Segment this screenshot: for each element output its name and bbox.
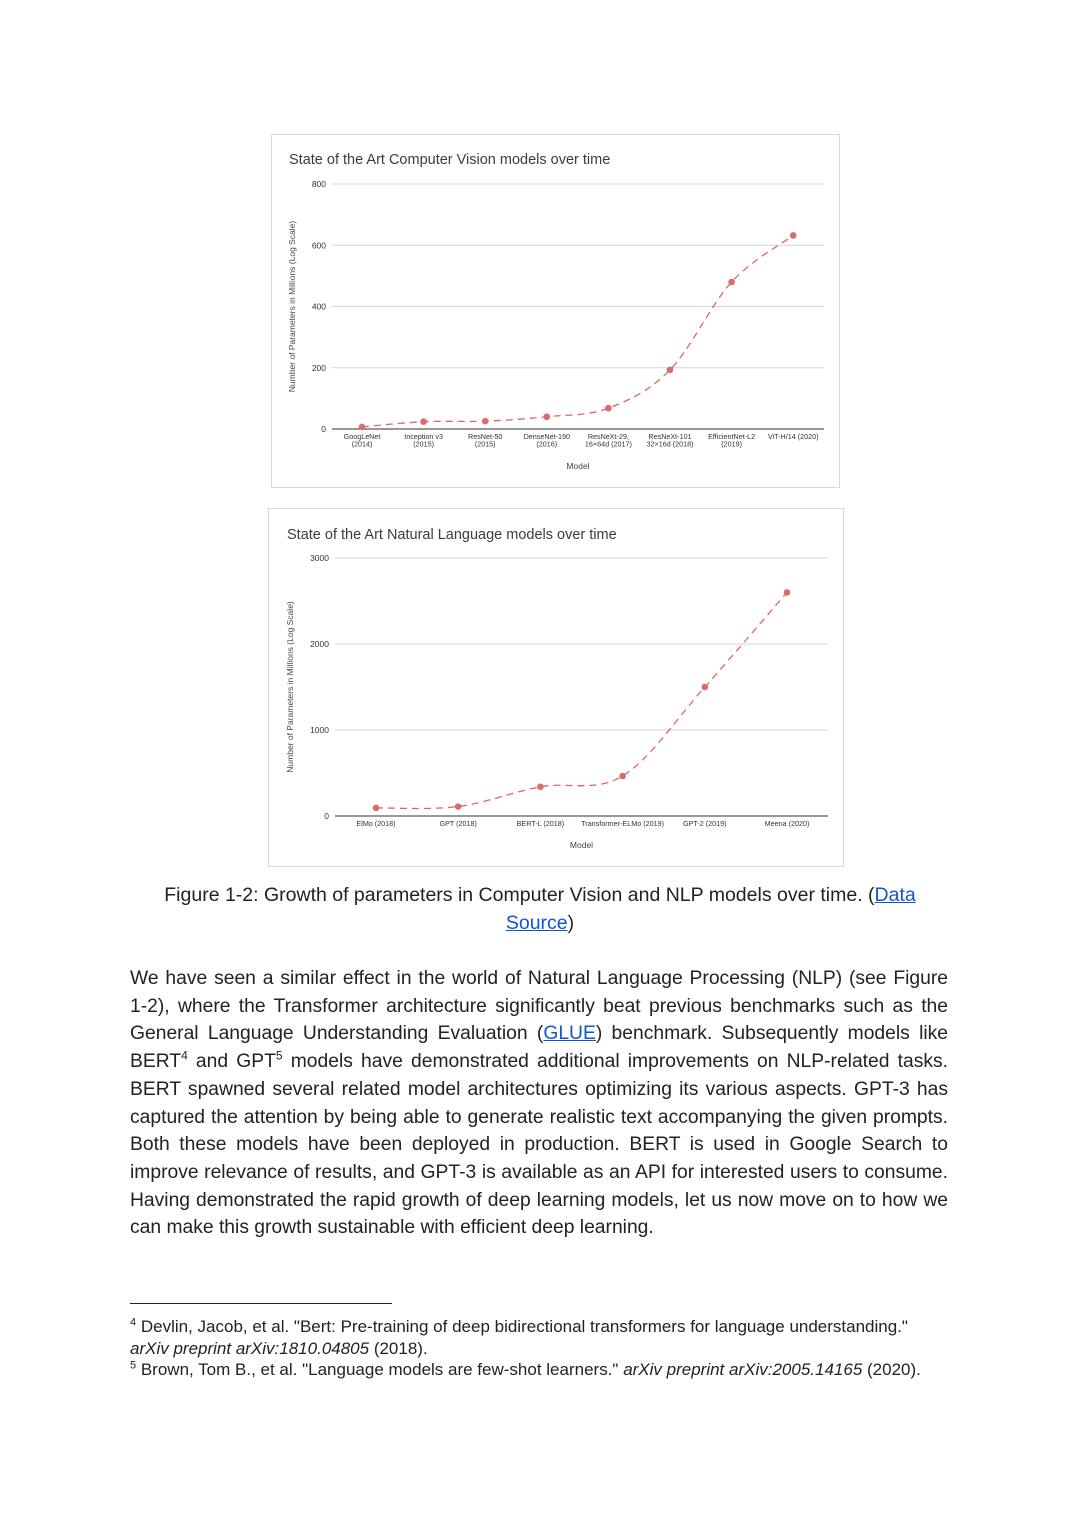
chart-title: State of the Art Computer Vision models over time bbox=[289, 152, 611, 168]
data-point bbox=[605, 405, 612, 412]
data-point bbox=[728, 279, 735, 286]
figure-caption bbox=[130, 882, 950, 937]
caption-close: ) bbox=[567, 911, 575, 934]
x-tick-label: (2014) bbox=[351, 439, 373, 449]
x-tick-label: 32×16d (2018) bbox=[646, 439, 694, 449]
footnote-4 bbox=[130, 1316, 950, 1359]
cv-chart-container bbox=[271, 134, 840, 488]
footnote-divider bbox=[130, 1303, 392, 1304]
glue-link[interactable]: GLUE bbox=[543, 1023, 596, 1045]
x-tick-label: Inception v3 bbox=[404, 432, 443, 441]
paragraph-part-2: ) benchmark. Subsequently models like BERT bbox=[130, 1023, 948, 1073]
y-axis-title: Number of Parameters in Millions (Log Scale) bbox=[285, 601, 295, 773]
x-tick-label: BERT-L (2018) bbox=[516, 819, 565, 828]
x-tick-label: EfficientNet-L2 bbox=[708, 432, 756, 441]
data-point bbox=[359, 424, 366, 431]
x-tick-label: GPT-2 (2019) bbox=[683, 819, 727, 828]
x-tick-label: 16×64d (2017) bbox=[584, 439, 632, 449]
data-point bbox=[790, 232, 797, 239]
x-tick-label: GoogLeNet bbox=[343, 432, 381, 441]
series-line bbox=[362, 235, 793, 426]
data-point bbox=[784, 589, 791, 596]
x-tick-label: Transformer-ELMo (2019) bbox=[581, 819, 665, 828]
nlp-chart bbox=[269, 509, 845, 868]
x-tick-label: (2015) bbox=[413, 439, 434, 449]
footnote-text: Devlin, Jacob, et al. "Bert: Pre-training of deep bidirectional transformers for language understanding." bbox=[136, 1317, 908, 1336]
y-tick-label: 0 bbox=[324, 811, 329, 821]
x-tick-label: ResNeXt-29, bbox=[587, 432, 629, 441]
x-tick-label: ElMo (2018) bbox=[356, 819, 396, 828]
data-point bbox=[373, 805, 380, 812]
footnote-text: Brown, Tom B., et al. "Language models are few-shot learners." bbox=[136, 1360, 624, 1379]
x-tick-label: (2016) bbox=[536, 439, 558, 449]
nlp-chart-container bbox=[268, 508, 844, 867]
paragraph-part-1: We have seen a similar effect in the world of Natural Language Processing (NLP) (see Figure 1-2), where the Transformer architecture significantly beat previous benchmarks such as the General Language Understanding Evaluation ( bbox=[130, 968, 948, 1045]
footnotes bbox=[130, 1316, 950, 1381]
x-tick-label: ViT-H/14 (2020) bbox=[767, 432, 819, 441]
x-tick-label: ResNet-50 bbox=[468, 432, 503, 441]
body-paragraph bbox=[130, 965, 948, 1242]
chart-title: State of the Art Natural Language models over time bbox=[287, 527, 617, 543]
data-point bbox=[667, 367, 674, 374]
x-tick-label: Meena (2020) bbox=[764, 819, 810, 828]
y-tick-label: 0 bbox=[321, 424, 326, 434]
x-axis-title: Model bbox=[569, 840, 594, 850]
y-tick-label: 600 bbox=[311, 240, 326, 251]
footnote-number: 5 bbox=[130, 1359, 137, 1372]
data-point bbox=[455, 803, 462, 810]
y-tick-label: 400 bbox=[311, 301, 326, 312]
paragraph-part-4: models have demonstrated additional improvements on NLP-related tasks. BERT spawned several related model architectures optimizing its various aspects. GPT-3 has captured the attention by being able to generate realistic text accompanying the given prompts. Both these models have been deployed in production. BERT is used in Google Search to improve relevance of results, and GPT-3 is available as an API for interested users to consume. Having demonstrated the rapid growth of deep learning models, let us now move on to how we can make this growth sustainable with efficient deep learning. bbox=[130, 1051, 948, 1239]
footnote-citation: arXiv preprint arXiv:1810.04805 bbox=[130, 1338, 370, 1358]
data-point bbox=[702, 684, 709, 691]
y-tick-label: 1000 bbox=[310, 725, 329, 735]
x-tick-label: DenseNet-190 bbox=[523, 432, 570, 441]
data-point bbox=[420, 418, 427, 425]
cv-chart bbox=[272, 135, 841, 489]
x-tick-label: (2019) bbox=[721, 439, 742, 449]
data-point bbox=[537, 783, 544, 790]
y-tick-label: 800 bbox=[311, 179, 326, 189]
footnote-5 bbox=[130, 1359, 950, 1381]
paragraph-part-3: and GPT bbox=[187, 1051, 276, 1073]
series-line bbox=[376, 592, 787, 808]
footnote-year: (2018). bbox=[369, 1338, 428, 1358]
footnote-number: 4 bbox=[130, 1316, 137, 1329]
x-axis-title: Model bbox=[566, 461, 590, 471]
x-tick-label: ResNeXt-101 bbox=[648, 432, 692, 441]
y-tick-label: 2000 bbox=[310, 639, 329, 649]
footnote-citation: arXiv preprint arXiv:2005.14165 bbox=[623, 1360, 863, 1379]
footnote-ref-4[interactable]: 4 bbox=[181, 1048, 188, 1063]
caption-text: Figure 1-2: Growth of parameters in Computer Vision and NLP models over time. ( bbox=[164, 884, 875, 906]
footnote-ref-5[interactable]: 5 bbox=[275, 1048, 283, 1063]
data-source-link[interactable]: Data Source bbox=[505, 884, 916, 934]
footnote-year: (2020). bbox=[862, 1360, 921, 1379]
data-point bbox=[482, 418, 489, 425]
data-point bbox=[619, 773, 626, 780]
y-axis-title: Number of Parameters in Millions (Log Scale) bbox=[287, 220, 297, 393]
data-point bbox=[544, 413, 551, 420]
x-tick-label: (2015) bbox=[474, 439, 496, 449]
y-tick-label: 3000 bbox=[310, 553, 329, 563]
x-tick-label: GPT (2018) bbox=[439, 819, 477, 828]
y-tick-label: 200 bbox=[311, 362, 326, 373]
